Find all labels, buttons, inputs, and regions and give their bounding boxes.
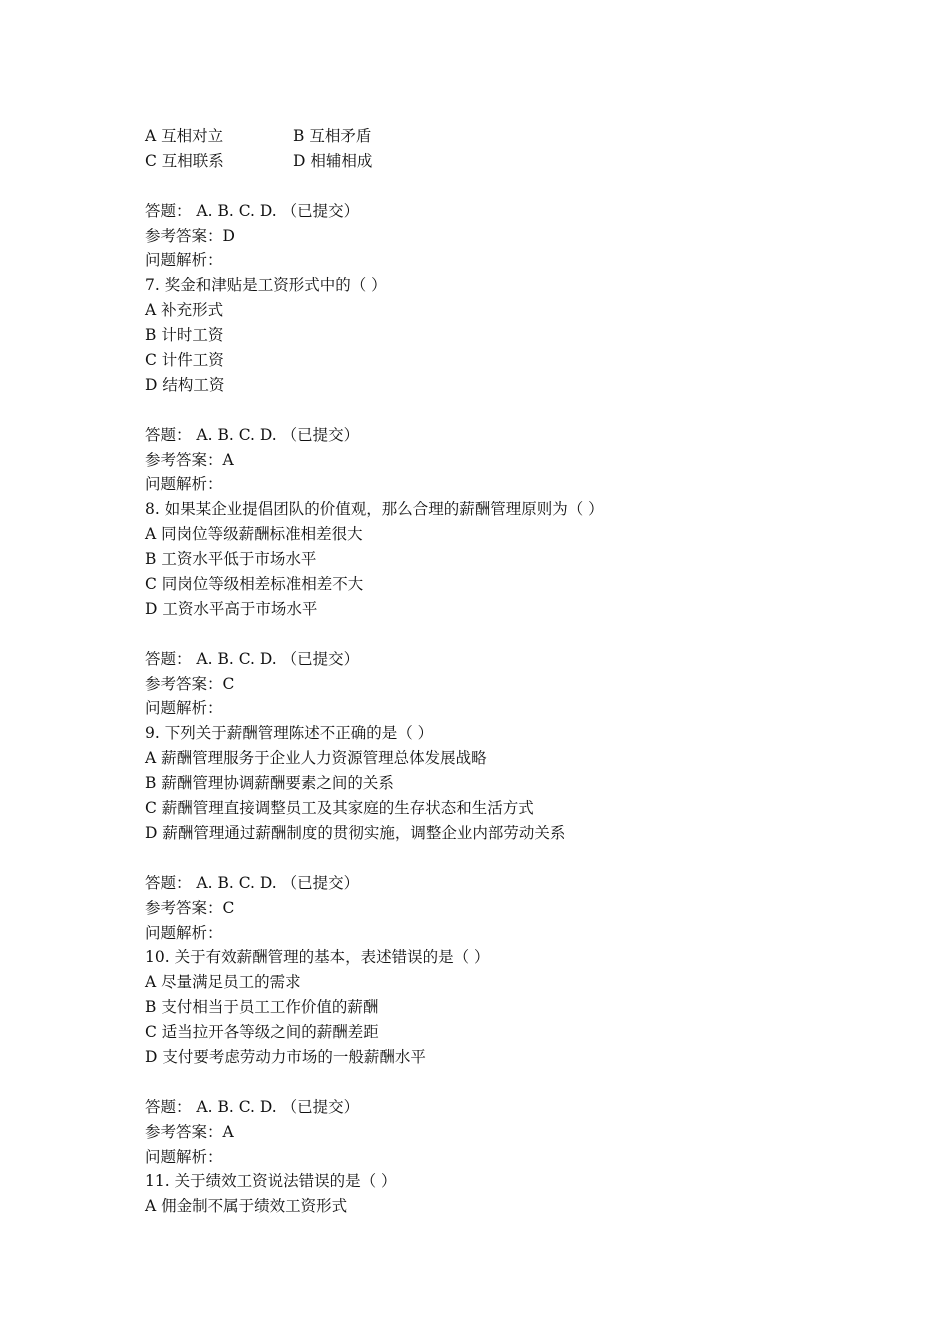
option-item: B 工资水平低于市场水平 <box>145 550 317 569</box>
option-item: B 计时工资 <box>145 326 224 345</box>
option-item: A 同岗位等级薪酬标准相差很大 <box>145 525 363 544</box>
document-page <box>145 124 905 1219</box>
option-item: A 佣金制不属于绩效工资形式 <box>145 1197 348 1216</box>
option-item: A 补充形式 <box>145 301 224 320</box>
question-stem: 10. 关于有效薪酬管理的基本，表述错误的是（ ） <box>145 948 490 967</box>
option-item: A 互相对立 <box>145 127 224 145</box>
spacer <box>145 622 905 647</box>
spacer <box>145 1070 905 1095</box>
reference-answer: 参考答案：A <box>145 450 234 469</box>
analysis-label: 问题解析： <box>145 251 223 270</box>
answer-line: 答题： A. B. C. D. （已提交） <box>145 649 360 668</box>
question-stem: 11. 关于绩效工资说法错误的是（ ） <box>145 1172 397 1191</box>
option-item: D 工资水平高于市场水平 <box>145 599 318 618</box>
analysis-label: 问题解析： <box>145 699 223 718</box>
option-row <box>145 149 905 174</box>
option-item: C 薪酬管理直接调整员工及其家庭的生存状态和生活方式 <box>145 799 534 818</box>
option-item: A 薪酬管理服务于企业人力资源管理总体发展战略 <box>145 749 487 768</box>
option-item: B 支付相当于员工工作价值的薪酬 <box>145 998 379 1017</box>
option-item: C 同岗位等级相差标准相差不大 <box>145 575 364 594</box>
reference-answer: 参考答案：D <box>145 226 235 245</box>
option-item: D 支付要考虑劳动力市场的一般薪酬水平 <box>145 1047 426 1066</box>
option-item: D 结构工资 <box>145 375 225 394</box>
analysis-label: 问题解析： <box>145 475 223 494</box>
option-item: C 适当拉开各等级之间的薪酬差距 <box>145 1023 379 1042</box>
reference-answer: 参考答案：C <box>145 898 235 917</box>
answer-line: 答题： A. B. C. D. （已提交） <box>145 1097 360 1116</box>
option-row <box>145 124 905 149</box>
option-item: D 相辅相成 <box>293 151 373 170</box>
question-stem: 8. 如果某企业提倡团队的价值观，那么合理的薪酬管理原则为（ ） <box>145 500 604 519</box>
question-stem: 9. 下列关于薪酬管理陈述不正确的是（ ） <box>145 724 434 743</box>
option-item: B 互相矛盾 <box>293 127 372 145</box>
spacer <box>145 398 905 423</box>
option-item: C 计件工资 <box>145 351 224 370</box>
option-item: D 薪酬管理通过薪酬制度的贯彻实施，调整企业内部劳动关系 <box>145 823 566 842</box>
option-item: C 互相联系 <box>145 151 224 170</box>
answer-line: 答题： A. B. C. D. （已提交） <box>145 873 360 892</box>
spacer <box>145 846 905 871</box>
analysis-label: 问题解析： <box>145 923 223 942</box>
spacer <box>145 174 905 199</box>
answer-line: 答题： A. B. C. D. （已提交） <box>145 201 360 220</box>
option-item: B 薪酬管理协调薪酬要素之间的关系 <box>145 774 394 793</box>
answer-line: 答题： A. B. C. D. （已提交） <box>145 425 360 444</box>
option-item: A 尽量满足员工的需求 <box>145 973 301 992</box>
reference-answer: 参考答案：A <box>145 1122 234 1141</box>
question-stem: 7. 奖金和津贴是工资形式中的（ ） <box>145 276 387 295</box>
analysis-label: 问题解析： <box>145 1147 223 1166</box>
reference-answer: 参考答案：C <box>145 674 235 693</box>
